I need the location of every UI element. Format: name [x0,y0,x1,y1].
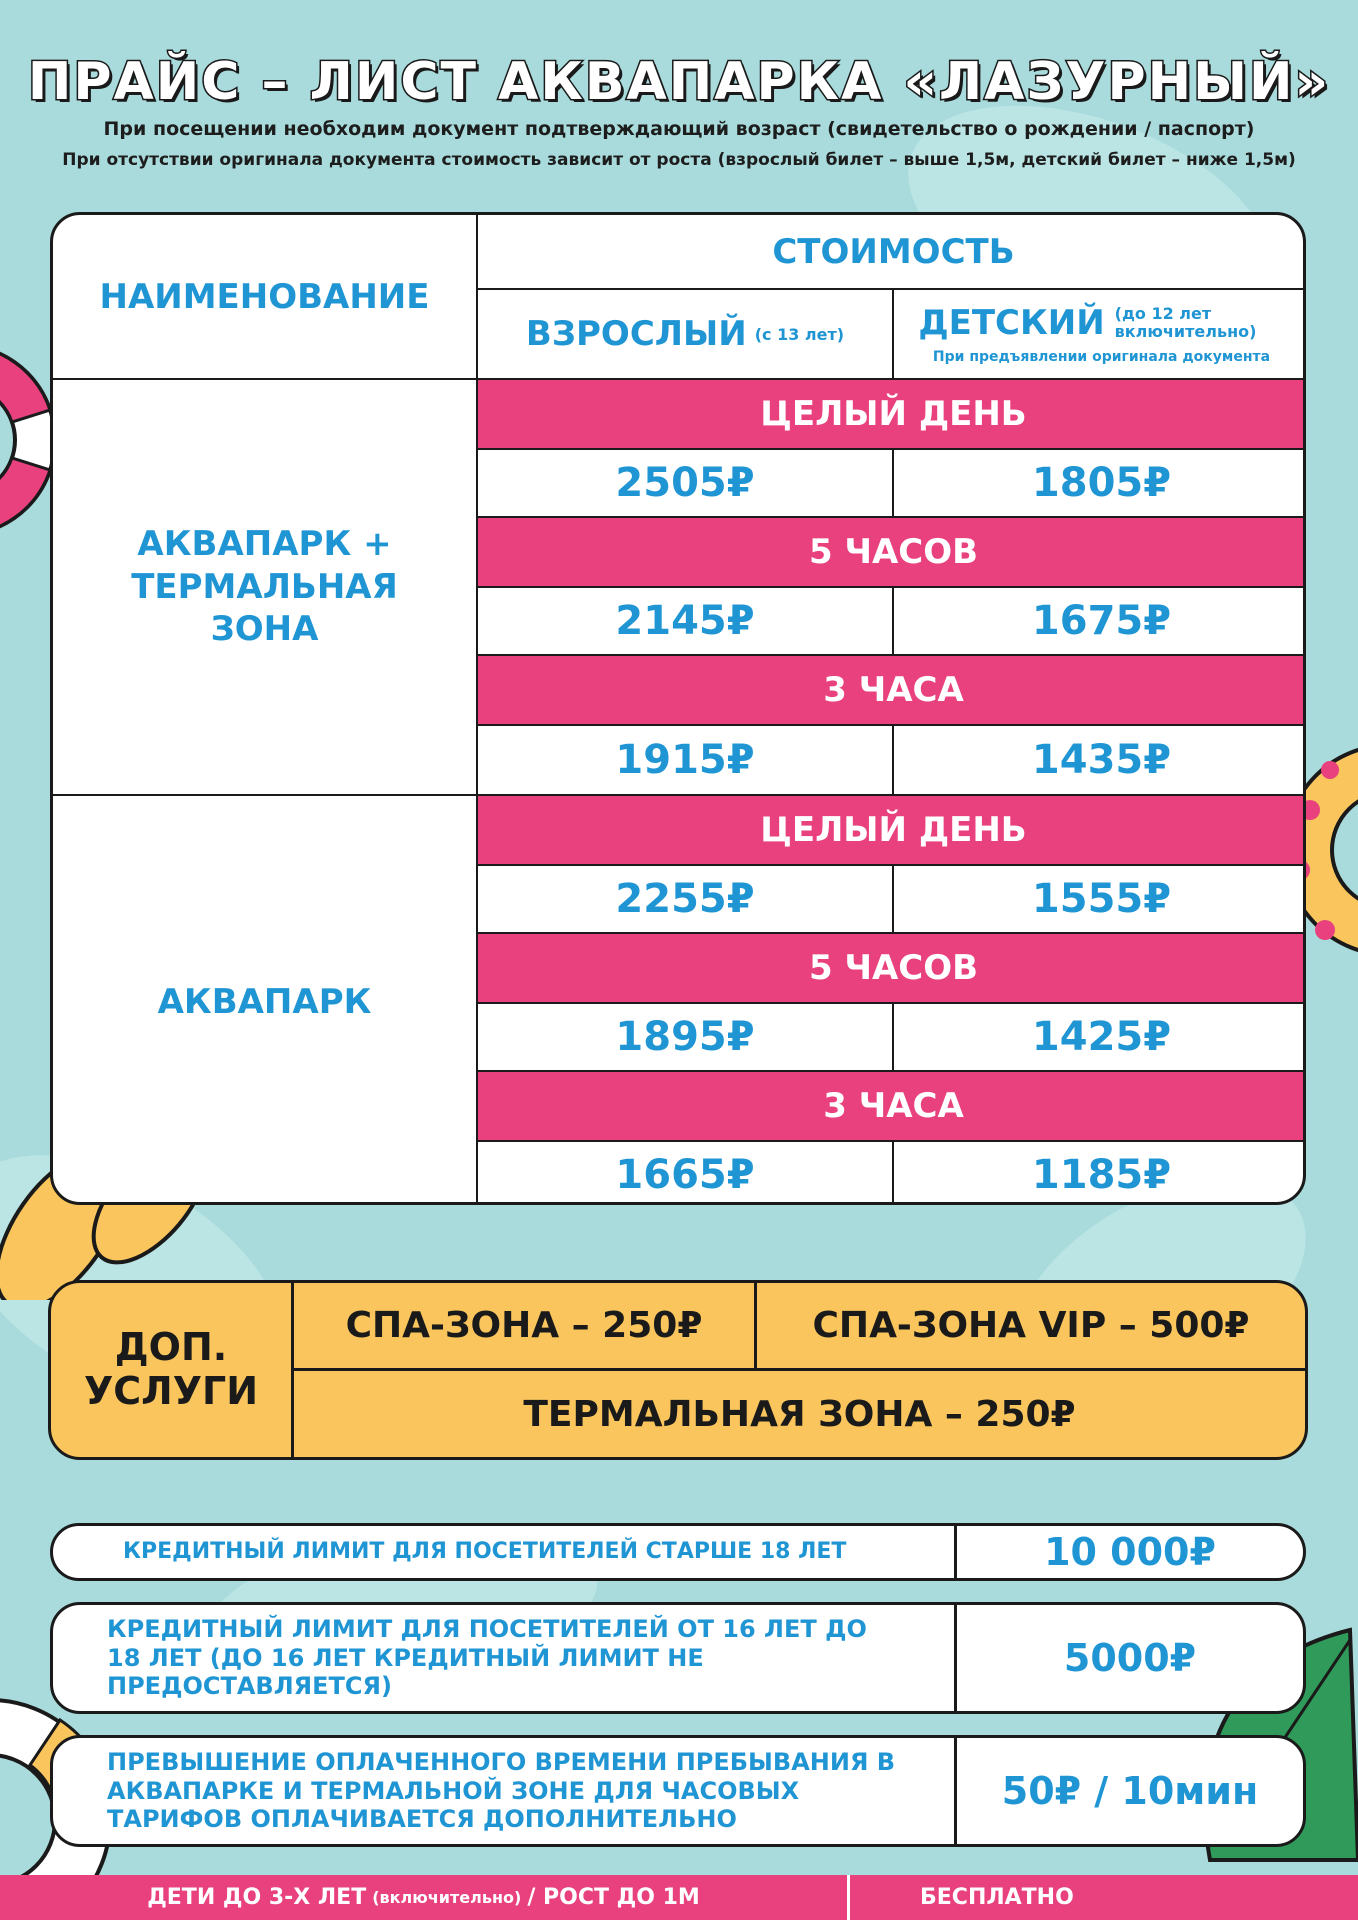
child-label: ДЕТСКИЙ [918,303,1105,343]
thermal-zone-price: ТЕРМАЛЬНАЯ ЗОНА – 250₽ [523,1393,1076,1435]
period-row: 3 ЧАСА [478,654,1306,726]
price-table [50,212,1306,1205]
adult-price: 1895₽ [615,1014,755,1060]
child-price: 1675₽ [1031,598,1172,644]
adult-price: 2255₽ [615,876,755,922]
limit-label: КРЕДИТНЫЙ ЛИМИТ ДЛЯ ПОСЕТИТЕЛЕЙ СТАРШЕ 18 ЛЕТ [123,1538,847,1564]
child-price: 1805₽ [1031,460,1172,506]
adult-price: 2145₽ [615,598,755,644]
free-entry-age: ДЕТИ ДО 3-Х ЛЕТ [147,1885,367,1910]
credit-limit-18 [50,1523,1306,1581]
column-header-name: НАИМЕНОВАНИЕ [99,276,430,317]
period-row: ЦЕЛЫЙ ДЕНЬ [478,378,1306,450]
adult-age-note: (с 13 лет) [754,324,845,344]
adult-header [478,290,892,378]
limit-label: КРЕДИТНЫЙ ЛИМИТ ДЛЯ ПОСЕТИТЕЛЕЙ ОТ 16 ЛЕТ ДО 18 ЛЕТ (ДО 16 ЛЕТ КРЕДИТНЫЙ ЛИМИТ НЕ ПРЕДОСТАВЛЯЕТСЯ) [107,1614,867,1701]
child-price: 1185₽ [1031,1152,1172,1198]
child-age-note: (до 12 лет включительно) [1114,304,1257,341]
period-row: 5 ЧАСОВ [478,516,1306,588]
child-price: 1425₽ [1031,1014,1172,1060]
overtime-fee [50,1735,1306,1847]
free-entry-inclusive: (включительно) [372,1888,522,1907]
spa-zone-price: СПА-ЗОНА – 250₽ [345,1305,703,1346]
adult-label: ВЗРОСЛЫЙ [525,314,747,354]
child-price: 1435₽ [1031,737,1172,783]
child-header [894,290,1306,378]
adult-price: 1915₽ [615,737,755,783]
group-name-aquapark: АКВАПАРК [157,982,372,1022]
column-header-cost: СТОИМОСТЬ [772,231,1015,272]
limit-value: 10 000₽ [954,1526,1303,1578]
limit-value: 5000₽ [954,1605,1303,1711]
period-row: 5 ЧАСОВ [478,932,1306,1004]
child-price: 1555₽ [1031,876,1172,922]
spa-vip-price: СПА-ЗОНА VIP – 500₽ [812,1305,1250,1346]
services-title: ДОП. УСЛУГИ [83,1325,259,1413]
group-name-aquapark-thermal: АКВАПАРК + ТЕРМАЛЬНАЯ ЗОНА [131,524,398,650]
free-entry-height: / РОСТ ДО 1М [527,1885,700,1910]
period-row: ЦЕЛЫЙ ДЕНЬ [478,794,1306,866]
free-entry-price: БЕСПЛАТНО [920,1885,1074,1910]
adult-price: 1665₽ [615,1152,755,1198]
adult-price: 2505₽ [615,460,755,506]
period-row: 3 ЧАСА [478,1070,1306,1142]
height-note: При отсутствии оригинала документа стоимость зависит от роста (взрослый билет – выше 1,5м, детский билет – ниже 1,5м) [62,150,1296,170]
limit-value: 50₽ / 10мин [954,1738,1303,1844]
extra-services [48,1280,1308,1460]
child-document-note: При предъявлении оригинала документа [932,349,1271,365]
free-entry-condition [0,1875,850,1920]
credit-limit-16 [50,1602,1306,1714]
limit-label: ПРЕВЫШЕНИЕ ОПЛАЧЕННОГО ВРЕМЕНИ ПРЕБЫВАНИЯ В АКВАПАРКЕ И ТЕРМАЛЬНОЙ ЗОНЕ ДЛЯ ЧАСОВЫХ ТАРИФОВ ОПЛАЧИВАЕТСЯ ДОПОЛНИТЕЛЬНО [107,1747,896,1834]
age-document-note: При посещении необходим документ подтверждающий возраст (свидетельство о рождении / паспорт) [103,118,1255,140]
free-entry-bar [0,1875,1358,1920]
page-title: ПРАЙС – ЛИСТ АКВАПАРКА «ЛАЗУРНЫЙ» [27,52,1331,112]
